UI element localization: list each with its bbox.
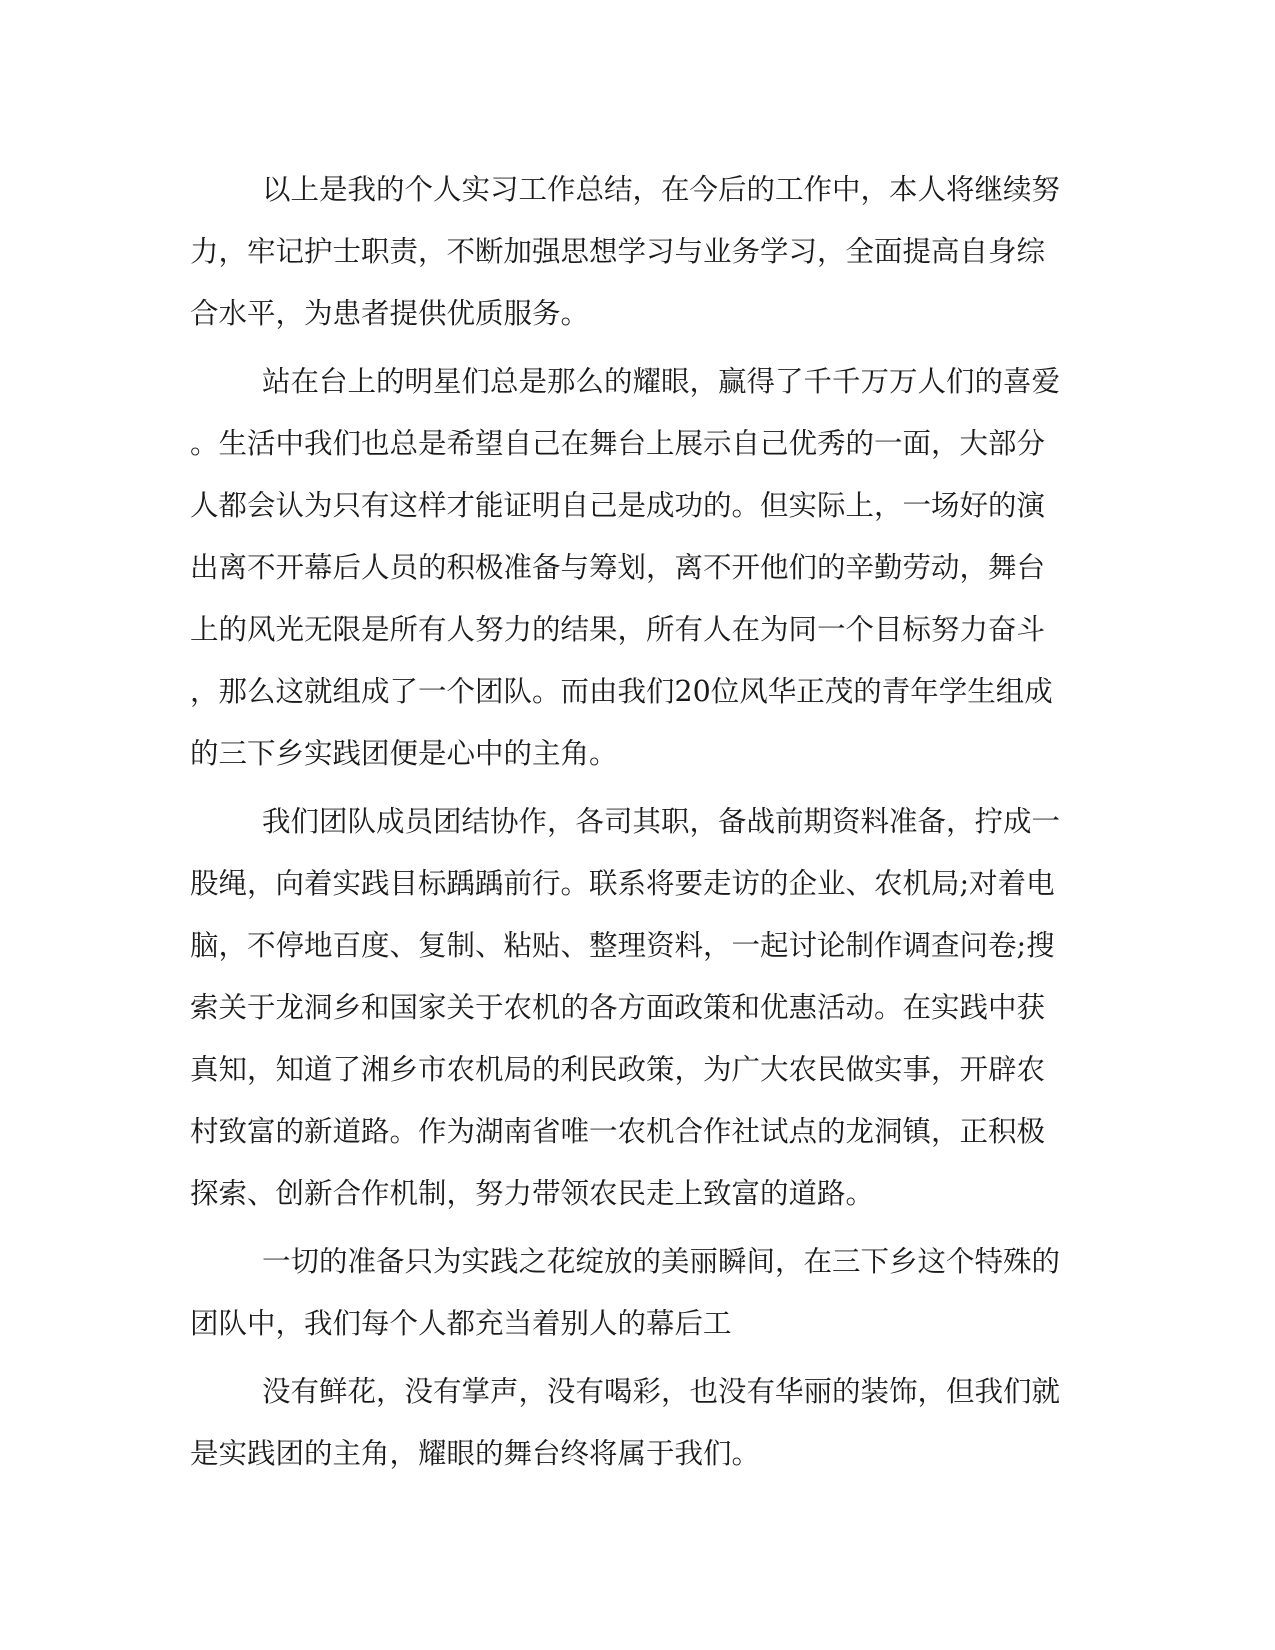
text-line: 人都会认为只有这样才能证明自己是成功的。但实际上，一场好的演 xyxy=(190,489,1046,522)
text-line: 村致富的新道路。作为湖南省唯一农机合作社试点的龙洞镇，正积极 xyxy=(190,1115,1046,1148)
document-body xyxy=(190,159,1080,1491)
text-line: 团队中，我们每个人都充当着别人的幕后工 xyxy=(190,1307,732,1340)
text-line: 上的风光无限是所有人努力的结果，所有人在为同一个目标努力奋斗 xyxy=(190,613,1046,646)
paragraph-team-cooperation xyxy=(190,791,1080,1225)
text-line: 股绳，向着实践目标踽踽前行。联系将要走访的企业、农机局;对着电 xyxy=(190,867,1055,900)
text-line: 的三下乡实践团便是心中的主角。 xyxy=(190,737,618,770)
paragraph-stage-stars xyxy=(190,351,1080,785)
text-line: 探索、创新合作机制，努力带领农民走上致富的道路。 xyxy=(190,1177,875,1210)
paragraph-internship-summary xyxy=(190,159,1080,345)
text-line: 以上是我的个人实习工作总结，在今后的工作中，本人将继续努 xyxy=(262,173,1061,206)
text-line: 真知，知道了湘乡市农机局的利民政策，为广大农民做实事，开辟农 xyxy=(190,1053,1046,1086)
text-line: 合水平，为患者提供优质服务。 xyxy=(190,297,590,330)
text-line: 是实践团的主角，耀眼的舞台终将属于我们。 xyxy=(190,1437,761,1470)
text-line: 索关于龙洞乡和国家关于农机的各方面政策和优惠活动。在实践中获 xyxy=(190,991,1046,1024)
text-line: 脑，不停地百度、复制、粘贴、整理资料，一起讨论制作调查问卷;搜 xyxy=(190,929,1055,962)
text-line: 一切的准备只为实践之花绽放的美丽瞬间，在三下乡这个特殊的 xyxy=(262,1245,1061,1278)
paragraph-no-flowers xyxy=(190,1361,1080,1485)
text-line: ，那么这就组成了一个团队。而由我们20位风华正茂的青年学生组成 xyxy=(190,675,1053,708)
text-line: 。生活中我们也总是希望自己在舞台上展示自己优秀的一面，大部分 xyxy=(190,427,1046,460)
text-line: 力，牢记护士职责，不断加强思想学习与业务学习，全面提高自身综 xyxy=(190,235,1046,268)
text-line: 没有鲜花，没有掌声，没有喝彩，也没有华丽的装饰，但我们就 xyxy=(262,1375,1061,1408)
paragraph-preparation xyxy=(190,1231,1080,1355)
text-line: 站在台上的明星们总是那么的耀眼，赢得了千千万万人们的喜爱 xyxy=(262,365,1061,398)
text-line: 出离不开幕后人员的积极准备与筹划，离不开他们的辛勤劳动，舞台 xyxy=(190,551,1046,584)
text-line: 我们团队成员团结协作，各司其职，备战前期资料准备，拧成一 xyxy=(262,805,1061,838)
